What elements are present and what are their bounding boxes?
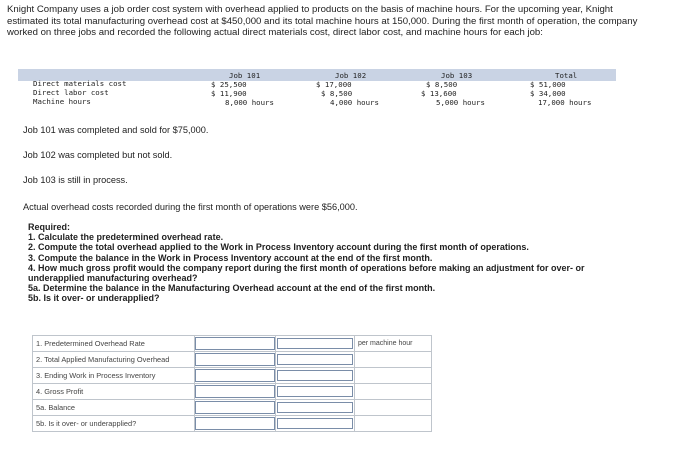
answer-unit xyxy=(355,368,432,384)
answer-input-overhead-rate[interactable] xyxy=(195,337,275,350)
required-item-5b: 5b. Is it over- or underapplied? xyxy=(28,293,160,304)
answer-label: 5b. Is it over- or underapplied? xyxy=(33,416,195,432)
job-101-hours: 8,000 hours xyxy=(225,98,274,107)
col-header-job-102: Job 102 xyxy=(335,71,367,80)
required-heading: Required: xyxy=(28,222,71,232)
answer-row xyxy=(33,400,432,416)
requirements xyxy=(28,222,628,304)
answer-input-over-under-2[interactable] xyxy=(277,418,353,429)
answer-input-ending-wip[interactable] xyxy=(195,369,275,382)
total-labor: $ 34,000 xyxy=(530,89,566,98)
answer-unit xyxy=(355,400,432,416)
answer-input-ending-wip-2[interactable] xyxy=(277,370,353,381)
answer-unit xyxy=(355,352,432,368)
row-label-hours: Machine hours xyxy=(33,97,91,106)
job-101-materials: $ 25,500 xyxy=(211,80,247,89)
row-label-materials: Direct materials cost xyxy=(33,79,127,88)
answer-table xyxy=(32,335,432,432)
answer-input-applied-overhead-2[interactable] xyxy=(277,354,353,365)
answer-row xyxy=(33,352,432,368)
answer-row xyxy=(33,368,432,384)
answer-row xyxy=(33,336,432,352)
answer-input-overhead-rate-2[interactable] xyxy=(277,338,353,349)
answer-row xyxy=(33,384,432,400)
job-102-labor: $ 8,500 xyxy=(321,89,353,98)
answer-label: 2. Total Applied Manufacturing Overhead xyxy=(33,352,195,368)
required-item-1: 1. Calculate the predetermined overhead rate. xyxy=(28,232,224,243)
fact-actual-overhead: Actual overhead costs recorded during the first month of operations were $56,000. xyxy=(23,202,358,212)
answer-label: 3. Ending Work in Process Inventory xyxy=(33,368,195,384)
job-103-materials: $ 8,500 xyxy=(426,80,458,89)
fact-job-102: Job 102 was completed but not sold. xyxy=(23,150,173,160)
job-102-materials: $ 17,000 xyxy=(316,80,352,89)
total-hours: 17,000 hours xyxy=(538,98,592,107)
answer-label: 1. Predetermined Overhead Rate xyxy=(33,336,195,352)
answer-input-gross-profit-2[interactable] xyxy=(277,386,353,397)
required-item-4: 4. How much gross profit would the company report during the first month of operations before making an adjustment for over- or underapplied manufacturing overhead? xyxy=(28,262,585,284)
required-item-3: 3. Compute the balance in the Work in Process Inventory account at the end of the first month. xyxy=(28,252,433,263)
job-101-labor: $ 11,900 xyxy=(211,89,247,98)
answer-input-over-under[interactable] xyxy=(195,417,275,430)
answer-input-balance[interactable] xyxy=(195,401,275,414)
answer-label: 5a. Balance xyxy=(33,400,195,416)
required-item-2: 2. Compute the total overhead applied to the Work in Process Inventory account during the first month of operations. xyxy=(28,242,529,253)
col-header-job-101: Job 101 xyxy=(229,71,261,80)
required-item-5a: 5a. Determine the balance in the Manufacturing Overhead account at the end of the first month. xyxy=(28,283,436,294)
job-103-hours: 5,000 hours xyxy=(436,98,485,107)
fact-job-101: Job 101 was completed and sold for $75,000. xyxy=(23,125,209,135)
answer-input-balance-2[interactable] xyxy=(277,402,353,413)
job-102-hours: 4,000 hours xyxy=(330,98,379,107)
answer-row xyxy=(33,416,432,432)
answer-unit: per machine hour xyxy=(355,336,432,352)
job-103-labor: $ 13,600 xyxy=(421,89,457,98)
fact-job-103: Job 103 is still in process. xyxy=(23,175,128,185)
answer-label: 4. Gross Profit xyxy=(33,384,195,400)
answer-unit xyxy=(355,416,432,432)
answer-unit xyxy=(355,384,432,400)
answer-input-applied-overhead[interactable] xyxy=(195,353,275,366)
col-header-job-103: Job 103 xyxy=(441,71,473,80)
problem-intro: Knight Company uses a job order cost system with overhead applied to products on the basis of machine hours. For the upcoming year, Knight estimated its total manufacturing overhead cost at $450,000 and its total machine hours at 150,000. During the first month of operation, the company worked on three jobs and recorded the following actual direct materials cost, direct labor cost, and machine hours for each job: xyxy=(7,4,638,39)
row-label-labor: Direct labor cost xyxy=(33,88,109,97)
total-materials: $ 51,000 xyxy=(530,80,566,89)
col-header-total: Total xyxy=(555,71,578,80)
answer-input-gross-profit[interactable] xyxy=(195,385,275,398)
